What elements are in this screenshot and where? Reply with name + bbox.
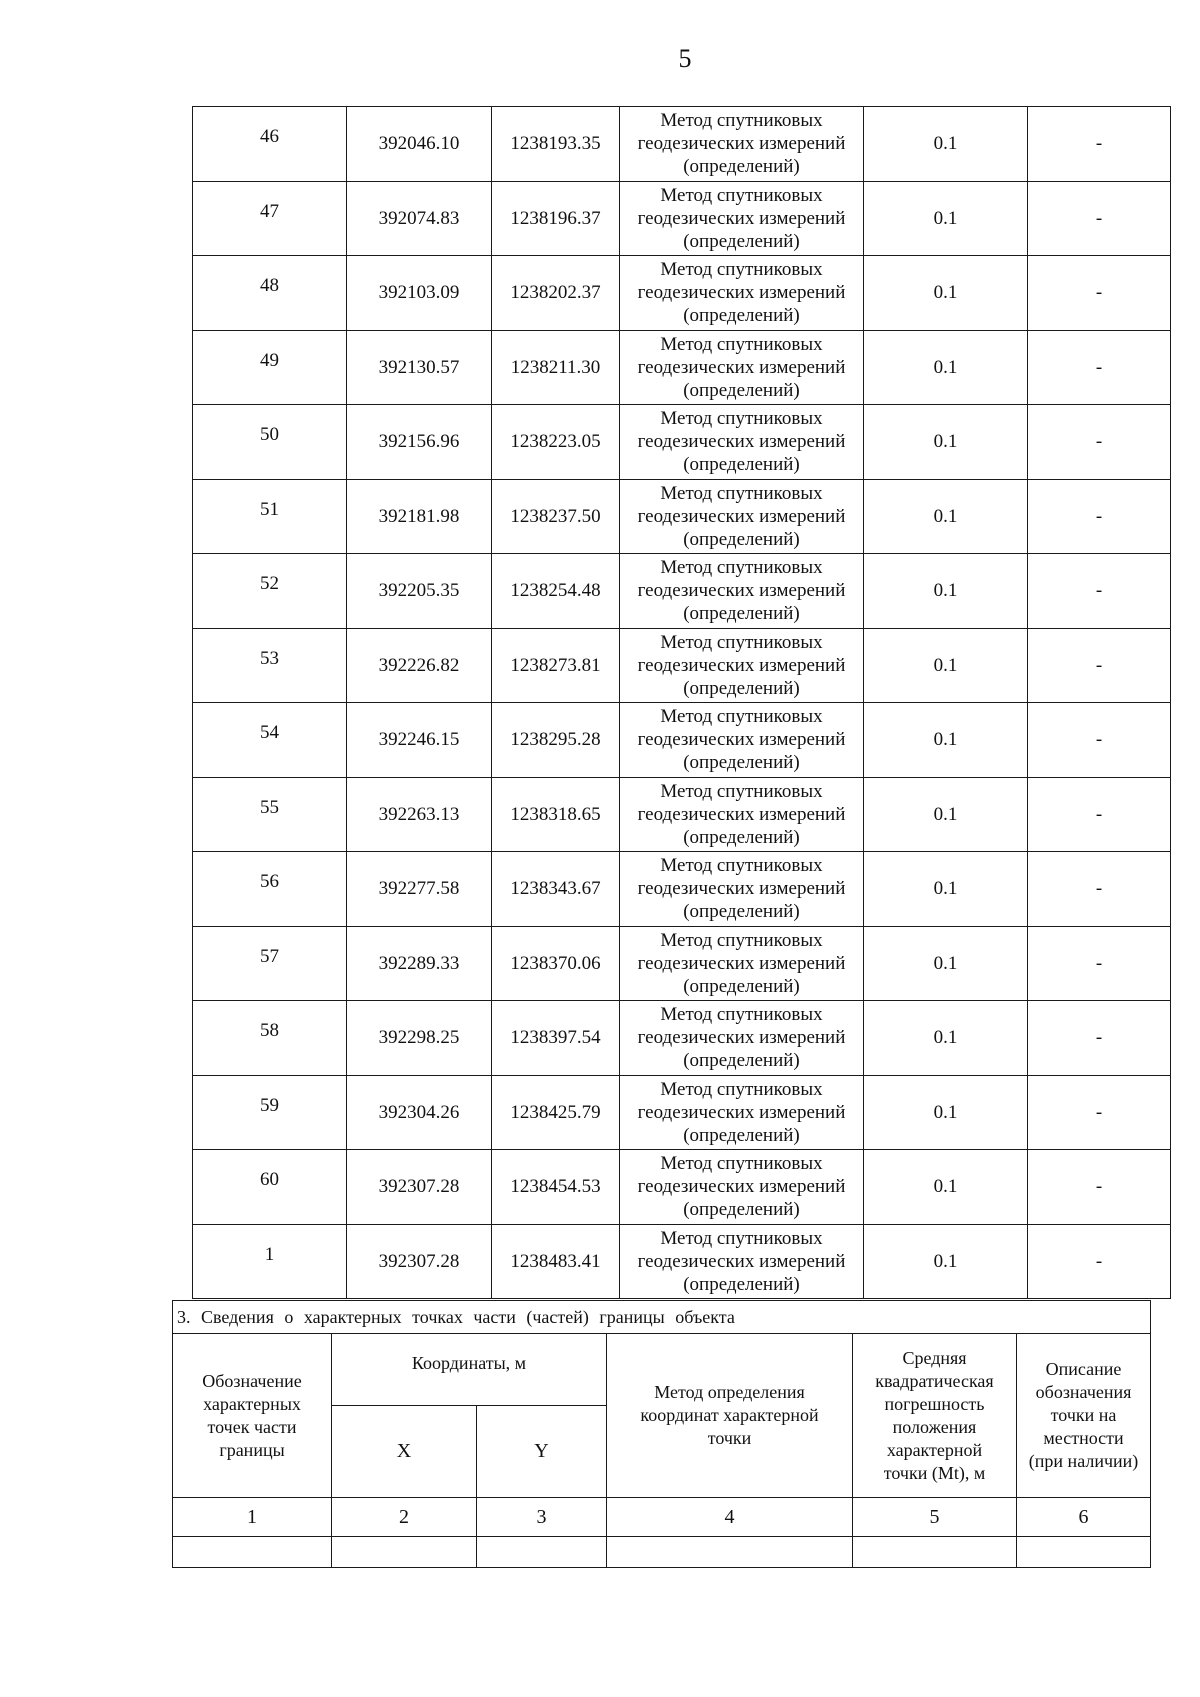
table-row — [193, 181, 1171, 256]
column-number: 3 — [477, 1498, 607, 1537]
x-cell: 392103.09 — [347, 256, 492, 331]
table-row — [193, 1001, 1171, 1076]
error-cell: 0.1 — [864, 703, 1028, 778]
y-cell: 1238193.35 — [492, 107, 620, 182]
empty-cell — [1017, 1537, 1151, 1568]
description-cell: - — [1028, 107, 1171, 182]
text-line: (при наличии) — [1028, 1451, 1139, 1471]
text-line: геодезических измерений — [637, 356, 846, 378]
x-cell: 392307.28 — [347, 1224, 492, 1299]
text-line: геодезических измерений — [637, 1250, 846, 1272]
text-line: геодезических измерений — [637, 133, 846, 155]
description-cell: - — [1028, 256, 1171, 331]
method-cell — [620, 1075, 864, 1150]
column-number: 5 — [853, 1498, 1017, 1537]
method-cell — [620, 554, 864, 629]
text-line: точки (Mt), м — [883, 1462, 986, 1483]
description-cell: - — [1028, 628, 1171, 703]
header-description — [1017, 1334, 1151, 1498]
y-cell: 1238202.37 — [492, 256, 620, 331]
description-cell: - — [1028, 852, 1171, 927]
error-cell: 0.1 — [864, 107, 1028, 182]
description-cell: - — [1028, 479, 1171, 554]
text-line: Метод спутниковых — [660, 631, 823, 653]
method-cell — [620, 1224, 864, 1299]
text-line: геодезических измерений — [637, 207, 846, 229]
text-line: геодезических измерений — [637, 1027, 846, 1049]
text-line: (определений) — [683, 1199, 800, 1221]
text-line: Метод спутниковых — [660, 482, 823, 504]
text-line: точек части — [207, 1416, 297, 1437]
text-line: точки на — [1050, 1405, 1117, 1425]
method-cell — [620, 479, 864, 554]
text-line: геодезических измерений — [637, 282, 846, 304]
table-row — [193, 107, 1171, 182]
text-line: (определений) — [683, 1273, 800, 1295]
text-line: (определений) — [683, 975, 800, 997]
empty-cell — [853, 1537, 1017, 1568]
y-cell: 1238370.06 — [492, 926, 620, 1001]
method-cell — [620, 852, 864, 927]
text-line: геодезических измерений — [637, 1101, 846, 1123]
text-line: Метод определения — [654, 1382, 805, 1402]
point-cell: 50 — [193, 405, 347, 480]
error-cell: 0.1 — [864, 256, 1028, 331]
error-cell: 0.1 — [864, 777, 1028, 852]
text-line: Метод спутниковых — [660, 780, 823, 802]
point-cell: 57 — [193, 926, 347, 1001]
y-cell: 1238254.48 — [492, 554, 620, 629]
point-cell: 56 — [193, 852, 347, 927]
section3-table — [172, 1300, 1151, 1568]
text-line: Метод спутниковых — [660, 1227, 823, 1249]
description-cell: - — [1028, 1001, 1171, 1076]
error-cell: 0.1 — [864, 1075, 1028, 1150]
description-cell: - — [1028, 330, 1171, 405]
table-row — [193, 628, 1171, 703]
method-cell — [620, 330, 864, 405]
text-line: геодезических измерений — [637, 729, 846, 751]
column-number: 6 — [1017, 1498, 1151, 1537]
text-line: Описание — [1045, 1359, 1122, 1379]
text-line: геодезических измерений — [637, 505, 846, 527]
error-cell: 0.1 — [864, 628, 1028, 703]
text-line: (определений) — [683, 230, 800, 252]
column-number: 2 — [332, 1498, 477, 1537]
text-line: (определений) — [683, 603, 800, 625]
text-line: погрешность — [884, 1393, 985, 1414]
text-line: геодезических измерений — [637, 580, 846, 602]
text-line: Метод спутниковых — [660, 929, 823, 951]
header-coordinates: Координаты, м — [332, 1334, 607, 1406]
text-line: квадратическая — [875, 1370, 994, 1391]
text-line: положения — [892, 1416, 977, 1437]
error-cell: 0.1 — [864, 852, 1028, 927]
text-line: Метод спутниковых — [660, 1153, 823, 1175]
header-x: X — [332, 1406, 477, 1498]
y-cell: 1238454.53 — [492, 1150, 620, 1225]
description-cell: - — [1028, 777, 1171, 852]
table-row — [193, 1075, 1171, 1150]
description-cell: - — [1028, 405, 1171, 480]
page-number: 5 — [678, 44, 692, 73]
x-cell: 392298.25 — [347, 1001, 492, 1076]
method-cell — [620, 1150, 864, 1225]
empty-cell — [477, 1537, 607, 1568]
point-cell: 58 — [193, 1001, 347, 1076]
method-cell — [620, 107, 864, 182]
text-line: (определений) — [683, 379, 800, 401]
description-cell: - — [1028, 1224, 1171, 1299]
x-cell: 392246.15 — [347, 703, 492, 778]
text-line: геодезических измерений — [637, 1176, 846, 1198]
text-line: Метод спутниковых — [660, 855, 823, 877]
method-cell — [620, 926, 864, 1001]
column-number: 1 — [173, 1498, 332, 1537]
text-line: координат характерной — [640, 1405, 819, 1425]
point-cell: 55 — [193, 777, 347, 852]
text-line: (определений) — [683, 1124, 800, 1146]
error-cell: 0.1 — [864, 405, 1028, 480]
text-line: Метод спутниковых — [660, 259, 823, 281]
description-cell: - — [1028, 703, 1171, 778]
method-cell — [620, 628, 864, 703]
method-cell — [620, 777, 864, 852]
point-cell: 53 — [193, 628, 347, 703]
description-cell: - — [1028, 181, 1171, 256]
y-cell: 1238211.30 — [492, 330, 620, 405]
y-cell: 1238343.67 — [492, 852, 620, 927]
header-point-designation — [173, 1334, 332, 1498]
text-line: характерной — [886, 1439, 983, 1460]
error-cell: 0.1 — [864, 1150, 1028, 1225]
text-line: (определений) — [683, 528, 800, 550]
table-row — [193, 330, 1171, 405]
column-number: 4 — [607, 1498, 853, 1537]
text-line: Метод спутниковых — [660, 408, 823, 430]
x-cell: 392304.26 — [347, 1075, 492, 1150]
boundary-points-body — [193, 107, 1171, 1299]
text-line: Средняя — [902, 1347, 967, 1368]
y-cell: 1238425.79 — [492, 1075, 620, 1150]
x-cell: 392307.28 — [347, 1150, 492, 1225]
error-cell: 0.1 — [864, 1001, 1028, 1076]
point-cell: 52 — [193, 554, 347, 629]
y-cell: 1238483.41 — [492, 1224, 620, 1299]
text-line: границы — [219, 1439, 285, 1460]
y-cell: 1238295.28 — [492, 703, 620, 778]
x-cell: 392181.98 — [347, 479, 492, 554]
text-line: (определений) — [683, 1050, 800, 1072]
text-line: местности — [1043, 1428, 1124, 1448]
empty-cell — [173, 1537, 332, 1568]
table-row — [193, 1150, 1171, 1225]
table-row — [193, 554, 1171, 629]
description-cell: - — [1028, 1150, 1171, 1225]
error-cell: 0.1 — [864, 926, 1028, 1001]
empty-row — [173, 1537, 1151, 1568]
table-row — [193, 405, 1171, 480]
text-line: Метод спутниковых — [660, 557, 823, 579]
point-cell: 1 — [193, 1224, 347, 1299]
table-row — [193, 256, 1171, 331]
point-cell: 49 — [193, 330, 347, 405]
error-cell: 0.1 — [864, 479, 1028, 554]
text-line: геодезических измерений — [637, 654, 846, 676]
point-cell: 46 — [193, 107, 347, 182]
text-line: геодезических измерений — [637, 952, 846, 974]
method-cell — [620, 256, 864, 331]
error-cell: 0.1 — [864, 330, 1028, 405]
text-line: характерных — [203, 1393, 301, 1414]
text-line: Метод спутниковых — [660, 110, 823, 132]
error-cell: 0.1 — [864, 181, 1028, 256]
text-line: (определений) — [683, 454, 800, 476]
text-line: геодезических измерений — [637, 878, 846, 900]
header-method — [607, 1334, 853, 1498]
text-line: (определений) — [683, 677, 800, 699]
text-line: (определений) — [683, 752, 800, 774]
y-cell: 1238223.05 — [492, 405, 620, 480]
method-cell — [620, 703, 864, 778]
point-cell: 59 — [193, 1075, 347, 1150]
section3-title: 3. Сведения о характерных точках части (частей) границы объекта — [173, 1301, 1151, 1334]
text-line: (определений) — [683, 826, 800, 848]
point-cell: 60 — [193, 1150, 347, 1225]
text-line: геодезических измерений — [637, 431, 846, 453]
text-line: Метод спутниковых — [660, 333, 823, 355]
y-cell: 1238318.65 — [492, 777, 620, 852]
text-line: (определений) — [683, 156, 800, 178]
description-cell: - — [1028, 1075, 1171, 1150]
description-cell: - — [1028, 554, 1171, 629]
header-y: Y — [477, 1406, 607, 1498]
boundary-points-table — [192, 106, 1171, 1299]
empty-cell — [607, 1537, 853, 1568]
table-row — [193, 479, 1171, 554]
method-cell — [620, 181, 864, 256]
method-cell — [620, 405, 864, 480]
text-line: Метод спутниковых — [660, 1078, 823, 1100]
text-line: обозначения — [1035, 1382, 1132, 1402]
x-cell: 392074.83 — [347, 181, 492, 256]
text-line: точки — [707, 1428, 752, 1448]
text-line: (определений) — [683, 305, 800, 327]
method-cell — [620, 1001, 864, 1076]
y-cell: 1238273.81 — [492, 628, 620, 703]
text-line: Обозначение — [202, 1370, 302, 1391]
header-error — [853, 1334, 1017, 1498]
point-cell: 47 — [193, 181, 347, 256]
x-cell: 392277.58 — [347, 852, 492, 927]
text-line: Метод спутниковых — [660, 706, 823, 728]
description-cell: - — [1028, 926, 1171, 1001]
x-cell: 392046.10 — [347, 107, 492, 182]
empty-cell — [332, 1537, 477, 1568]
x-cell: 392289.33 — [347, 926, 492, 1001]
x-cell: 392205.35 — [347, 554, 492, 629]
y-cell: 1238397.54 — [492, 1001, 620, 1076]
text-line: Метод спутниковых — [660, 1004, 823, 1026]
y-cell: 1238196.37 — [492, 181, 620, 256]
point-cell: 54 — [193, 703, 347, 778]
text-line: геодезических измерений — [637, 803, 846, 825]
y-cell: 1238237.50 — [492, 479, 620, 554]
error-cell: 0.1 — [864, 1224, 1028, 1299]
text-line: (определений) — [683, 901, 800, 923]
column-number-row — [173, 1498, 1151, 1537]
table-row — [193, 926, 1171, 1001]
x-cell: 392263.13 — [347, 777, 492, 852]
table-row — [193, 703, 1171, 778]
table-row — [193, 852, 1171, 927]
table-row — [193, 777, 1171, 852]
x-cell: 392226.82 — [347, 628, 492, 703]
x-cell: 392130.57 — [347, 330, 492, 405]
point-cell: 51 — [193, 479, 347, 554]
x-cell: 392156.96 — [347, 405, 492, 480]
text-line: Метод спутниковых — [660, 184, 823, 206]
point-cell: 48 — [193, 256, 347, 331]
error-cell: 0.1 — [864, 554, 1028, 629]
table-row — [193, 1224, 1171, 1299]
